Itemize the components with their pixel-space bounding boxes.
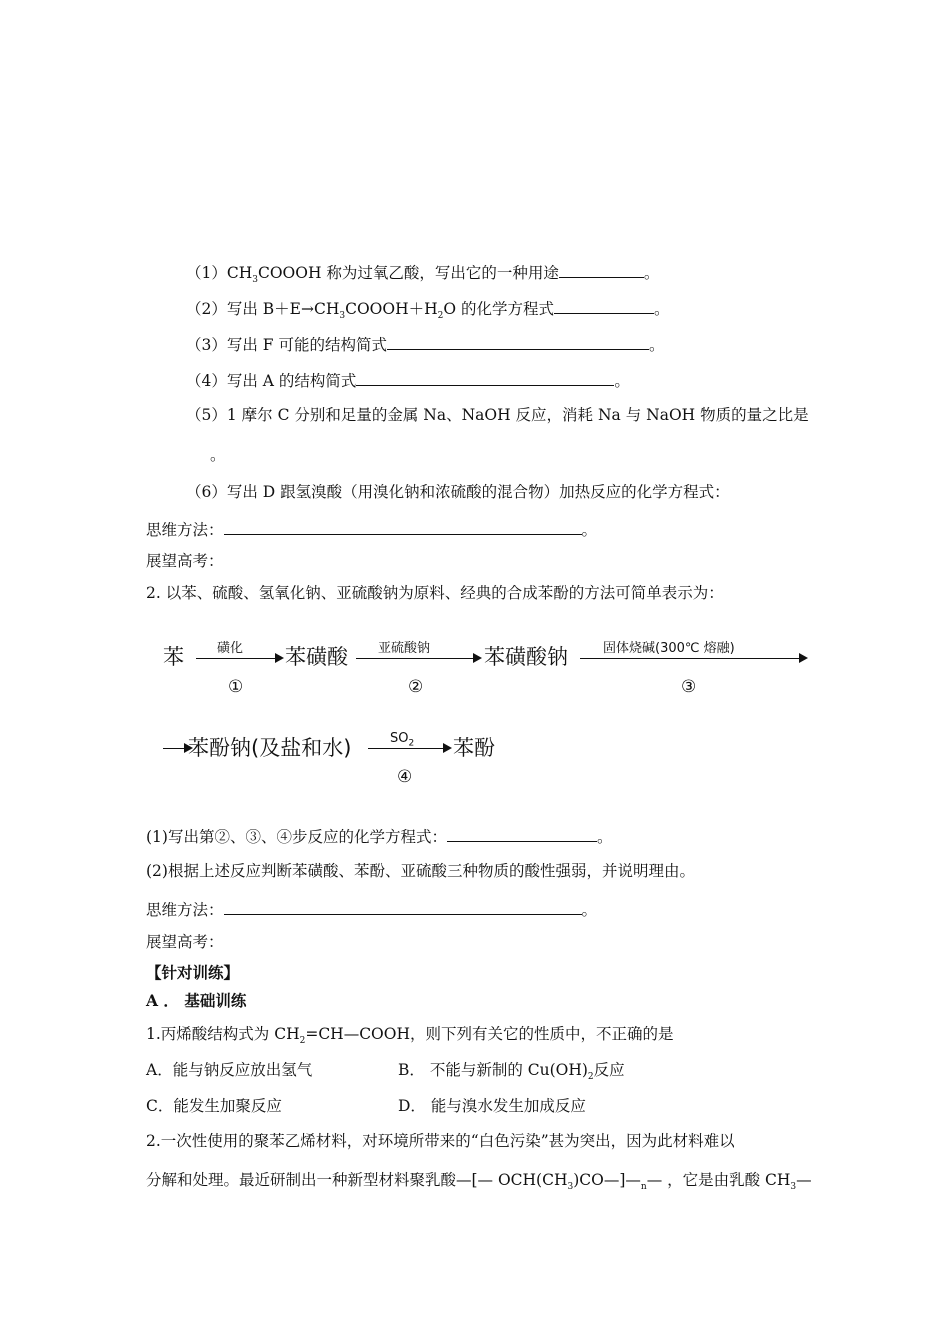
step2-arrow xyxy=(356,658,474,659)
q2-intro: 2. 以苯、硫酸、氢氧化钠、亚硫酸钠为原料、经典的合成苯酚的方法可简单表示为： xyxy=(146,584,724,602)
arrow-head xyxy=(799,653,808,663)
period: 。 xyxy=(581,521,598,539)
period: 。 xyxy=(654,300,670,318)
q1-item-2 xyxy=(186,297,670,322)
step4-arrow xyxy=(368,748,444,749)
q1-item-5-end: 。 xyxy=(210,446,226,464)
training-q2-line-2 xyxy=(146,1170,812,1193)
option-b-text-2: 反应 xyxy=(593,1061,625,1079)
method-label: 思维方法： xyxy=(146,901,224,919)
step3-condition: 固体烧碱(300℃ 熔融) xyxy=(603,641,735,656)
q1-item-6: （6）写出 D 跟氢溴酸（用溴化钠和浓硫酸的混合物）加热反应的化学方程式： xyxy=(186,483,730,501)
answer-blank[interactable] xyxy=(224,518,582,535)
subscript: 3 xyxy=(790,1182,797,1193)
q1-item-2-text-2: COOOH＋H xyxy=(345,300,438,318)
subscript: 3 xyxy=(567,1182,574,1193)
step3-number: ③ xyxy=(681,677,697,697)
method-label: 思维方法： xyxy=(146,521,224,539)
training-q2-text-3: — ，它是由乳酸 CH xyxy=(646,1171,791,1189)
answer-blank[interactable] xyxy=(447,825,597,842)
period: 。 xyxy=(643,264,660,282)
training-header: 【针对训练】 xyxy=(146,963,240,982)
training-q1-text: 1.丙烯酸结构式为 CH xyxy=(146,1025,300,1043)
step1-arrow xyxy=(196,658,276,659)
q1-item-4 xyxy=(186,369,630,391)
q1-item-3 xyxy=(186,333,665,355)
option-b xyxy=(398,1060,625,1083)
period: 。 xyxy=(648,336,665,354)
option-a: A．能与钠反应放出氢气 xyxy=(146,1061,313,1079)
subscript: 3 xyxy=(252,275,258,286)
section-a-title: A ． 基础训练 xyxy=(146,991,247,1010)
arrow-head xyxy=(473,653,482,663)
continuation-arrow xyxy=(163,748,185,749)
option-b-text: B． 不能与新制的 Cu(OH) xyxy=(398,1061,588,1079)
step4-number: ④ xyxy=(397,767,413,787)
subscript: 2 xyxy=(408,738,415,749)
step2-number: ② xyxy=(408,677,424,697)
q1-item-5 xyxy=(186,405,809,425)
q2-sub-2: (2)根据上述反应判断苯磺酸、苯酚、亚硫酸三种物质的酸性强弱，并说明理由。 xyxy=(146,862,695,880)
q1-outlook: 展望高考： xyxy=(146,552,224,570)
scheme-benzene: 苯 xyxy=(163,645,184,669)
scheme-product-3: 苯酚钠(及盐和水) xyxy=(188,736,352,760)
q1-item-2-text: （2）写出 B＋E→CH xyxy=(186,300,340,318)
arrow-head xyxy=(275,653,284,663)
q1-item-1-text-2: COOOH 称为过氧乙酸，写出它的一种用途 xyxy=(257,264,559,282)
training-q2-line-1: 2.一次性使用的聚苯乙烯材料，对环境所带来的“白色污染”甚为突出，因为此材料难以 xyxy=(146,1132,735,1150)
step4-condition xyxy=(390,731,414,747)
step2-condition: 亚硫酸钠 xyxy=(378,641,431,656)
step1-number: ① xyxy=(228,677,244,697)
subscript: 3 xyxy=(339,311,346,322)
step4-condition-text: SO xyxy=(390,731,409,746)
q1-item-1-text: （1）CH xyxy=(186,264,253,282)
answer-blank[interactable] xyxy=(224,898,582,915)
scheme-product-2: 苯磺酸钠 xyxy=(484,645,568,669)
step1-condition: 磺化 xyxy=(217,641,244,656)
answer-blank[interactable] xyxy=(554,297,654,314)
answer-blank[interactable] xyxy=(387,333,649,350)
period: 。 xyxy=(614,372,630,390)
subscript: n xyxy=(640,1182,647,1193)
q1-method xyxy=(146,518,597,540)
q2-outlook: 展望高考： xyxy=(146,933,224,951)
option-c: C．能发生加聚反应 xyxy=(146,1097,282,1115)
answer-blank[interactable] xyxy=(356,369,614,386)
subscript: 2 xyxy=(299,1036,306,1047)
q2-sub-1 xyxy=(146,825,612,847)
step3-arrow xyxy=(580,658,800,659)
training-q2-text-2: )CO—]— xyxy=(573,1171,641,1189)
q1-item-3-text: （3）写出 F 可能的结构简式 xyxy=(186,336,387,354)
period: 。 xyxy=(596,828,613,846)
training-q1 xyxy=(146,1024,674,1047)
q1-item-1 xyxy=(186,261,660,286)
subscript: 2 xyxy=(587,1072,594,1083)
arrow-head xyxy=(443,743,452,753)
period: 。 xyxy=(581,901,598,919)
q2-sub-1-text: (1)写出第②、③、④步反应的化学方程式： xyxy=(146,828,447,846)
training-q2-text: 分解和处理。最近研制出一种新型材料聚乳酸—[— OCH(CH xyxy=(146,1171,568,1189)
q2-method xyxy=(146,898,597,920)
q1-item-2-text-3: O 的化学方程式 xyxy=(443,300,554,318)
scheme-product-4: 苯酚 xyxy=(453,736,495,760)
option-d: D． 能与溴水发生加成反应 xyxy=(398,1097,586,1115)
training-q1-text-2: =CH—COOH，则下列有关它的性质中，不正确的是 xyxy=(305,1025,674,1043)
q1-item-5-text: （5）1 摩尔 C 分别和足量的金属 Na、NaOH 反应，消耗 Na 与 NaOH 物质的量之比是 xyxy=(186,406,809,424)
training-q2-text-4: — xyxy=(796,1171,812,1189)
answer-blank[interactable] xyxy=(559,261,644,278)
scheme-product-1: 苯磺酸 xyxy=(285,645,348,669)
q1-item-4-text: （4）写出 A 的结构简式 xyxy=(186,372,357,390)
subscript: 2 xyxy=(437,311,444,322)
